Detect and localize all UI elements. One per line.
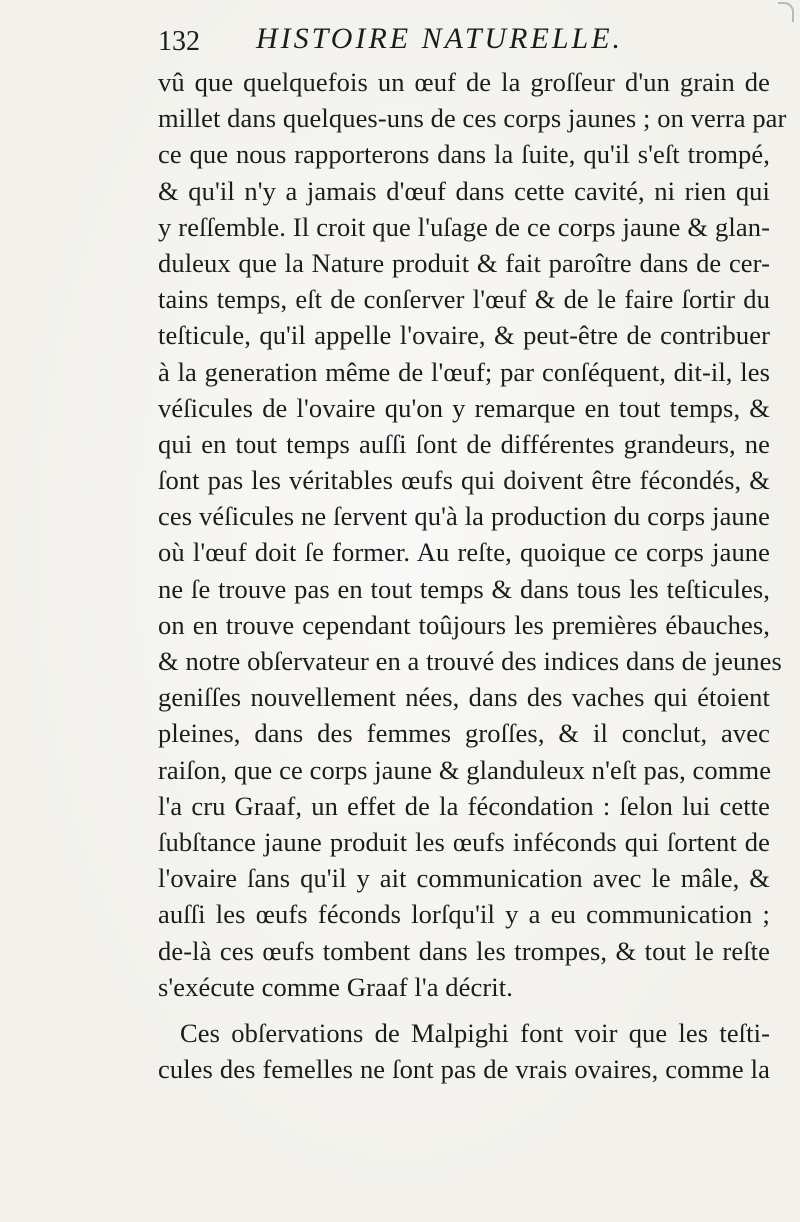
text-line: ces véſicules ne ſervent qu'à la production du corps jaune: [158, 501, 770, 532]
text-line: ſubſtance jaune produit les œufs inféconds qui ſortent de: [158, 826, 770, 857]
text-line: & qu'il n'y a jamais d'œuf dans cette cavité, ni rien qui: [158, 175, 770, 206]
page-number: 132: [158, 26, 200, 57]
page-corner-mark: [778, 2, 794, 22]
text-line: duleux que la Nature produit & fait paroître dans de cer-: [158, 247, 770, 278]
text-line: auſſi les œufs féconds lorſqu'il y a eu communication ;: [158, 899, 770, 930]
running-head: HISTOIRE NATURELLE.: [256, 22, 624, 55]
body-text: [158, 64, 787, 1087]
text-line: y reſſemble. Il croit que l'uſage de ce corps jaune & glan-: [158, 211, 770, 242]
text-line: pleines, dans des femmes groſſes, & il conclut, avec: [158, 718, 770, 749]
text-line: à la generation même de l'œuf; par conſéquent, dit-il, les: [158, 356, 770, 387]
text-line: qui en tout temps auſſi ſont de différentes grandeurs, ne: [158, 428, 770, 459]
text-line: & notre obſervateur en a trouvé des indices dans de jeunes: [158, 646, 782, 676]
text-line: ne ſe trouve pas en tout temps & dans tous les teſticules,: [158, 573, 770, 604]
text-line: raiſon, que ce corps jaune & glanduleux n'eſt pas, comme: [158, 754, 772, 785]
text-line: on en trouve cependant toûjours les premières ébauches,: [158, 609, 770, 640]
text-line: cules des femelles ne ſont pas de vrais ovaires, comme la: [158, 1054, 770, 1085]
text-line: geniſſes nouvellement nées, dans des vaches qui étoient: [158, 682, 770, 713]
text-line: ſont pas les véritables œufs qui doivent être fécondés, &: [158, 465, 770, 496]
text-line: où l'œuf doit ſe former. Au reſte, quoique ce corps jaune: [158, 537, 770, 568]
text-line: teſticule, qu'il appelle l'ovaire, & peut-être de contribuer: [158, 320, 770, 351]
text-line: Ces obſervations de Malpighi font voir que les teſti-: [180, 1017, 770, 1048]
text-line: s'exécute comme Graaf l'a décrit.: [158, 971, 513, 1002]
text-line: tains temps, eſt de conſerver l'œuf & de le faire ſortir du: [158, 284, 770, 315]
page-header: [158, 22, 758, 62]
text-line: ce que nous rapporterons dans la ſuite, qu'il s'eſt trompé,: [158, 139, 770, 170]
text-line: vû que quelquefois un œuf de la groſſeur d'un grain de: [158, 67, 770, 97]
paragraph-1: [158, 64, 787, 1005]
text-line: véſicules de l'ovaire qu'on y remarque en tout temps, &: [158, 392, 770, 423]
text-line: l'a cru Graaf, un effet de la fécondation : ſelon lui cette: [158, 790, 770, 821]
paragraph-2: [158, 1015, 770, 1087]
text-line: millet dans quelques-uns de ces corps jaunes ; on verra par: [158, 103, 787, 134]
paragraph-gap: [158, 1005, 770, 1015]
text-line: de-là ces œufs tombent dans les trompes, & tout le reſte: [158, 935, 770, 966]
text-line: l'ovaire ſans qu'il y ait communication avec le mâle, &: [158, 863, 770, 894]
